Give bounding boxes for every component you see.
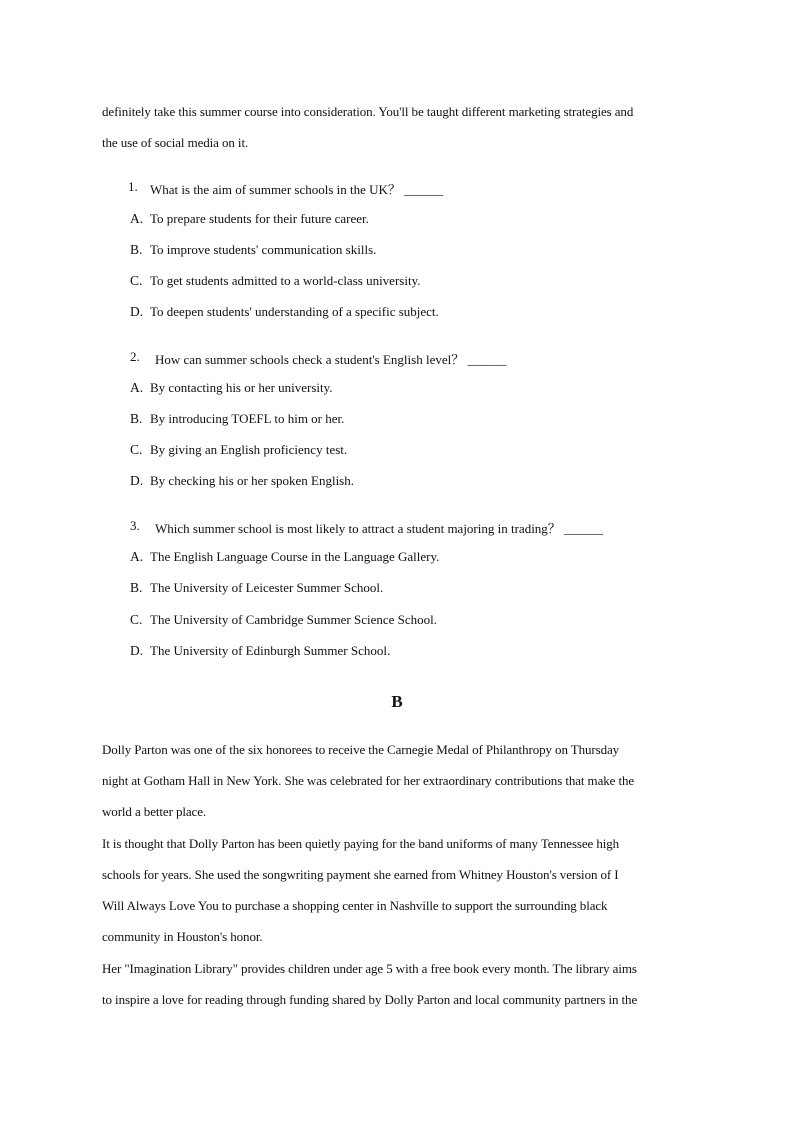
question-1-number: 1. [128, 179, 138, 194]
question-2-text: How can summer schools check a student's English level？ ______ [155, 352, 507, 367]
passage-line: It is thought that Dolly Parton has been quietly paying for the band uniforms of many Tennessee high [102, 836, 620, 851]
option-letter: B. [130, 411, 143, 426]
option-text: The University of Edinburgh Summer School. [150, 643, 391, 658]
option-text: To get students admitted to a world-class university. [150, 273, 421, 288]
question-2-option-c[interactable] [130, 442, 347, 458]
question-1-option-c[interactable] [130, 273, 420, 289]
passage-line: Her "Imagination Library" provides children under age 5 with a free book every month. The library aims [102, 961, 637, 976]
question-1-option-b[interactable] [130, 242, 376, 258]
question-2-number: 2. [130, 349, 140, 364]
question-3-text: Which summer school is most likely to attract a student majoring in trading？ ______ [155, 521, 604, 536]
option-letter: A. [130, 211, 144, 226]
option-letter: C. [130, 273, 143, 288]
option-letter: A. [130, 380, 144, 395]
option-text: By giving an English proficiency test. [150, 442, 348, 457]
question-3-number: 3. [130, 518, 140, 533]
question-2-option-a[interactable] [130, 380, 333, 396]
option-letter: D. [130, 643, 144, 658]
question-3-option-a[interactable] [130, 549, 439, 565]
question-3-option-b[interactable] [130, 580, 383, 596]
option-text: To improve students' communication skills. [150, 242, 377, 257]
passage-line: schools for years. She used the songwriting payment she earned from Whitney Houston's version of I [102, 867, 619, 882]
passage-line: night at Gotham Hall in New York. She was celebrated for her extraordinary contributions that make the [102, 773, 635, 788]
question-1-text: What is the aim of summer schools in the UK？ ______ [150, 182, 444, 197]
option-letter: D. [130, 473, 144, 488]
passage-line: to inspire a love for reading through funding shared by Dolly Parton and local community partners in the [102, 992, 638, 1007]
option-letter: A. [130, 549, 144, 564]
option-text: The English Language Course in the Language Gallery. [150, 549, 440, 564]
passage-line: world a better place. [102, 804, 207, 819]
option-text: The University of Leicester Summer School. [150, 580, 384, 595]
option-text: By introducing TOEFL to him or her. [150, 411, 345, 426]
option-letter: B. [130, 242, 143, 257]
option-text: By contacting his or her university. [150, 380, 333, 395]
option-letter: B. [130, 580, 143, 595]
option-text: The University of Cambridge Summer Science School. [150, 612, 438, 627]
question-2-option-d[interactable] [130, 473, 354, 489]
option-letter: C. [130, 612, 143, 627]
passage-line: community in Houston's honor. [102, 929, 263, 944]
question-1-option-a[interactable] [130, 211, 369, 227]
question-2-option-b[interactable] [130, 411, 344, 427]
passage-line: Will Always Love You to purchase a shopping center in Nashville to support the surrounding black [102, 898, 608, 913]
question-3-option-c[interactable] [130, 612, 437, 628]
option-letter: D. [130, 304, 144, 319]
intro-line: the use of social media on it. [102, 135, 249, 150]
option-text: To prepare students for their future career. [150, 211, 369, 226]
question-1-option-d[interactable] [130, 304, 439, 320]
question-3-option-d[interactable] [130, 643, 390, 659]
passage-line: Dolly Parton was one of the six honorees to receive the Carnegie Medal of Philanthropy on Thursday [102, 742, 620, 757]
option-letter: C. [130, 442, 143, 457]
option-text: By checking his or her spoken English. [150, 473, 354, 488]
option-text: To deepen students' understanding of a specific subject. [150, 304, 439, 319]
section-heading: B [391, 692, 403, 711]
intro-line: definitely take this summer course into consideration. You'll be taught different marketing strategies and [102, 104, 634, 119]
